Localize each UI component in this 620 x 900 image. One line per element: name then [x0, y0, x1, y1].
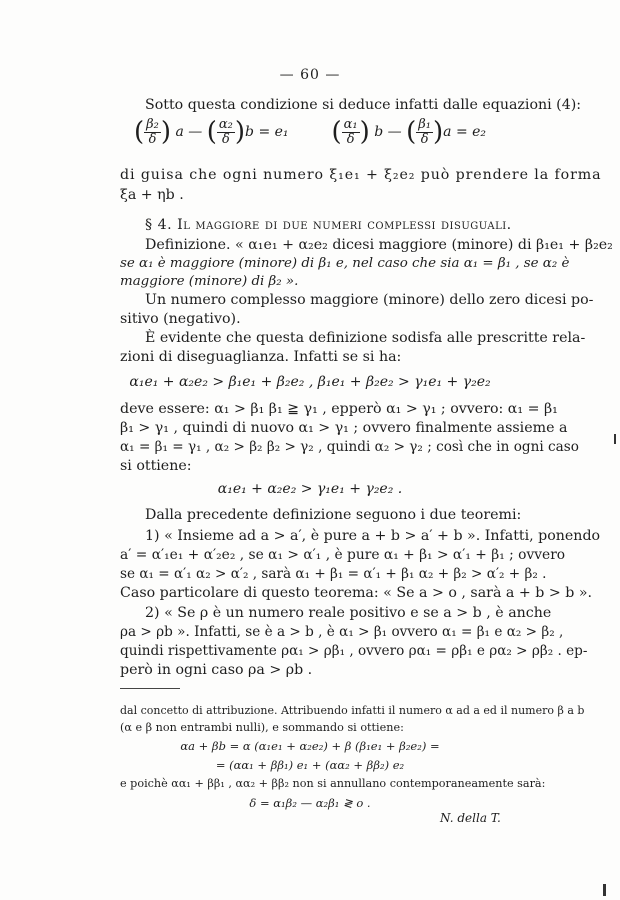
frac-den: δ	[148, 131, 157, 147]
footnote-line: e poichè αα₁ + ββ₁ , αα₂ + ββ₂ non si annullano contemporaneamente sarà:	[120, 777, 546, 790]
footnote-line: (α e β non entrambi nulli), e sommando si ottiene:	[120, 721, 404, 734]
text-line: α₁ = β₁ = γ₁ , α₂ > β₂ β₂ > γ₂ , quindi α₂ > γ₂ ; così che in ogni caso	[120, 439, 579, 455]
frac-den: δ	[420, 131, 429, 147]
equation: α₁e₁ + α₂e₂ > β₁e₁ + β₂e₂ , β₁e₁ + β₂e₂ > γ₁e₁ + γ₂e₂	[129, 374, 491, 390]
text-line: Dalla precedente definizione seguono i due teoremi:	[145, 507, 522, 523]
theorem-line: Caso particolare di questo teorema: « Se a > o , sarà a + b > b ».	[120, 585, 593, 601]
frac-num: α₂	[218, 116, 233, 132]
theorem-line: se α₁ = α′₁ α₂ > α′₂ , sarà α₁ + β₁ = α′₁ + β₁ α₂ + β₂ > α′₂ + β₂ .	[120, 566, 547, 582]
frac-den: δ	[221, 131, 230, 147]
theorem-line: a′ = α′₁e₁ + α′₂e₂ , se α₁ > α′₁ , è pure α₁ + β₁ > α′₁ + β₁ ; ovvero	[120, 547, 566, 563]
frac-num: α₁	[343, 116, 358, 132]
text-line: ξa + ηb .	[120, 187, 184, 203]
equation: α₁e₁ + α₂e₂ > γ₁e₁ + γ₂e₂ .	[217, 481, 403, 497]
footnote-equation: αa + βb = α (α₁e₁ + α₂e₂) + β (β₁e₁ + β₂e₂) =	[180, 739, 440, 753]
theorem-line: quindi rispettivamente ρα₁ > ρβ₁ , ovvero ρα₁ = ρβ₁ e ρα₂ > ρβ₂ . ep-	[120, 643, 588, 659]
section-heading: § 4. Il maggiore di due numeri complessi disuguali.	[145, 217, 512, 233]
footnote-equation: = (αα₁ + ββ₁) e₁ + (αα₂ + ββ₂) e₂	[215, 758, 405, 772]
theorem-line: però in ogni caso ρa > ρb .	[120, 662, 313, 678]
frac-num: β₂	[146, 116, 159, 132]
definition-line: se α₁ è maggiore (minore) di β₁ e, nel caso che sia α₁ = β₁ , se α₂ è	[120, 256, 570, 271]
footnote-equation: δ = α₁β₂ — α₂β₁ ≷ o .	[249, 796, 371, 810]
scan-mark	[614, 434, 616, 444]
page-number: — 60 —	[279, 67, 341, 83]
text-line: Sotto questa condizione si deduce infatti dalle equazioni (4):	[145, 97, 582, 113]
text-line: deve essere: α₁ > β₁ β₁ ≧ γ₁ , epperò α₁ > γ₁ ; ovvero: α₁ = β₁	[120, 401, 558, 417]
translator-signature: N. della T.	[440, 811, 501, 825]
equation-fractions: ( $\frac{\text{β₂}}{\delta}$ ) a — ( $\frac{\text{α₂}}{\delta}$ )b = e₁ ( $\frac{\text{α₁}}{\delta}$ ) b — ( $\frac{\text{β₁}}{\delta}$ )a = e₂	[133, 116, 487, 147]
footnote-line: dal concetto di attribuzione. Attribuendo infatti il numero α ad a ed il numero β a b	[120, 704, 585, 717]
text-line: di guisa che ogni numero ξ₁e₁ + ξ₂e₂ può prendere la forma	[120, 167, 602, 183]
text-line: β₁ > γ₁ , quindi di nuovo α₁ > γ₁ ; ovvero finalmente assieme a	[120, 420, 568, 436]
definition-line: Definizione. « α₁e₁ + α₂e₂ dicesi maggiore (minore) di β₁e₁ + β₂e₂	[145, 237, 613, 253]
text-line: Un numero complesso maggiore (minore) dello zero dicesi po-	[145, 292, 594, 308]
text-line: zioni di diseguaglianza. Infatti se si ha:	[120, 349, 402, 365]
text-line: si ottiene:	[120, 458, 192, 474]
scan-mark	[603, 884, 606, 896]
eq-term: b = e₁	[245, 124, 289, 140]
theorem-line: ρa > ρb ». Infatti, se è a > b , è α₁ > β₁ ovvero α₁ = β₁ e α₂ > β₂ ,	[120, 624, 564, 640]
footnote-rule	[120, 688, 180, 689]
frac-num: β₁	[418, 116, 431, 132]
eq-term: a = e₂	[443, 124, 487, 140]
eq-term: b —	[374, 124, 402, 140]
theorem-line: 1) « Insieme ad a > a′, è pure a + b > a′ + b ». Infatti, ponendo	[145, 528, 601, 544]
text-line: sitivo (negativo).	[120, 311, 241, 327]
definition-line: maggiore (minore) di β₂ ».	[120, 274, 299, 289]
frac-den: δ	[346, 131, 355, 147]
eq-term: a —	[175, 124, 203, 140]
text-line: È evidente che questa definizione sodisfa alle prescritte rela-	[145, 330, 586, 346]
theorem-line: 2) « Se ρ è un numero reale positivo e se a > b , è anche	[145, 605, 552, 621]
